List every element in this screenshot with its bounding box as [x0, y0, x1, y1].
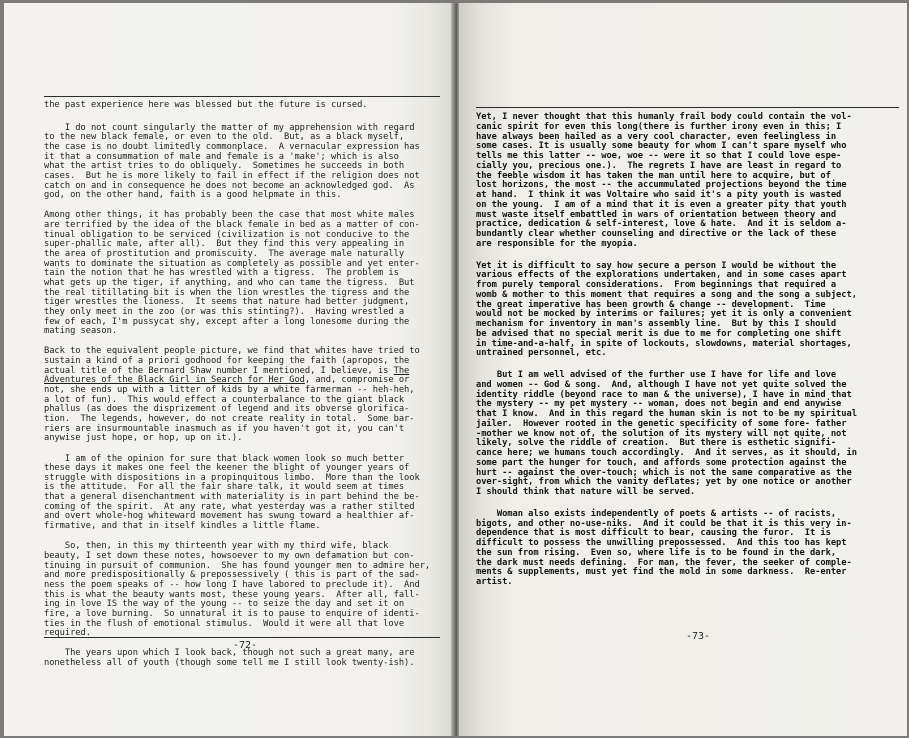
right-paragraph-1: Yet, I never thought that this humanly frail body could contain the vol- canic spirit for even this long(there is further irony even in this; I have always been hailed as a very cool character, even feelingless in some cases. It is usually some beauty for whom I can't spare myself who tells me this latter -- woe, woe -- were it so that I could love espe- cially you, precious one.). The regrets I have are least in regard to the feeble wisdom it has taken the man until here to acquire, but of lost horizons, the most -- the accummulated projections beyond the time at hand. I think it was Voltaire who said it's a pity youth is wasted on the young. I am of a mind that it is even a greater pity that youth must waste itself embattled in wars of orientation between theory and practice, dedication & self-interest, love & hate. And it is seldom a- bundantly clear whether counseling and directive or the lack of these are responsible for the myopia.	[476, 112, 852, 249]
right-paragraph-4: Woman also exists independently of poets & artists -- of racists, bigots, and other no-use-niks. And it could be that it is this very in- dependence that is most difficult to bear, causing the furor. It is difficult to possess the unwilling prepossessed. And this too has kept the sun from rising. Even so, where life is to be found in the dark, the dark must needs defining. For man, the fever, the seeker of comple- ments & supplements, must yet find the mold in some darkness. Re-enter artist.	[476, 508, 852, 587]
top-rule-left	[44, 96, 440, 97]
page-number-right-text: -73-	[686, 631, 711, 642]
book-spread	[4, 3, 907, 736]
left-paragraph-2: Among other things, it has probably been the case that most white males are terrified by the idea of the black female in bed as a matter of con- tinual obligation to be serviced (civilization is not conducive to the super-phallic male, after all). But they find this very appealing in the area of prostitution and promiscuity. The average male naturally wants to dominate the situation as completely as possible and yet enter- tain the notion that he has wrestled with a tigress. The problem is what gets up the tiger, if anything, and who can tame the tigress. But the real titillating bit is when the lion wrestles the tigress and the tiger wrestles the lioness. It seems that nature had better judgment, they only meet in the zoo (or was this stinting?). Having wrestled a few of each, I'm pussycat shy, except after a long lonesome during the mating season.	[44, 210, 420, 337]
left-paragraph-5: So, then, in this my thirteenth year with my third wife, black beauty, I set down these notes, howsoever to my own defamation but con- tinuing in pursuit of communion. She has found younger men to admire her, and more predispositionally & prepossessively ( this is part of the sad- ness the poem speaks of -- how long I have labored to preclude it). And this is what the beauty wants most, these young years. After all, fall- ing in love IS the way of the young -- to seize the day and set it on fire, a love burning. So unnatural it is to pause to enquire of identi- ties in the flush of emotional stimulus. Would it were all that love required.	[44, 541, 431, 639]
right-paragraph-3: But I am well advised of the further use I have for life and love and women -- God & song. And, although I have not yet quite solved the identity riddle (beyond race to man & the universe), I have in mind that the mystery -- my pet mystery -- woman, does not begin and end anywise that I know. And in this regard the human skin is not to be my spiritual jailer. However rooted in the genetic specificity of some fore- father -mother we know not of, the solution of its mystery will not quite, not likely, solve the riddle of creation. But there is esthetic signifi- cance here; we humans touch accordingly. And it serves, as it should, in some part the hunger for touch, and affords some protection against the hurt -- against the over-touch; which is not the same comparative as the over-sight, from which the vanity deflates; yet by one notice or another I should think that nature will be served.	[476, 370, 857, 497]
page-number-right	[686, 631, 710, 642]
left-paragraph-3: Back to the equivalent people picture, we find that whites have tried to sustain a kind of a priori godhood for keeping the faith (apropos, the actual title of the Bernard Shaw number I mentioned, I believe, is The Adventures of the Black Girl in Search for Her God, and, compromise or not, she ends up with a litter of kids by a white farmerman -- heh-heh, a lot of fun). This would effect a counterbalance to the giant black phallus (as does the disprizement of legend and its obverse glorifica- tion. The legends, however, do not create reality in total. Some bar- riers are insurmountable inasmuch as if you haven't got it, you can't anywise just hope, or hop, up on it.).	[44, 346, 420, 444]
page-number-left-text: -72-	[233, 640, 258, 651]
top-rule-right	[476, 107, 899, 108]
left-page-text	[44, 101, 449, 679]
page-number-left	[233, 640, 257, 651]
left-paragraph-6: The years upon which I look back, though not such a great many, are nonetheless all of youth (though some tell me I still look twenty-ish).	[44, 648, 415, 668]
left-page	[4, 3, 456, 736]
left-top-line: the past experience here was blessed but the future is cursed.	[44, 100, 368, 110]
right-page-text	[476, 113, 904, 598]
right-paragraph-2: Yet it is difficult to say how secure a person I would be without the various effects of the explorations undertaken, and in some cases apart from purely temporal considerations. From beginnings that required a womb & mother to this moment that requires a song and the song a subject, the great imperative has been growth & change -- development. Time would not be mocked by interims or failures; yet it is only a convenient mechanism for inventory in man's assembly line. But by this I should be advised that no special merit is due to me for completing one shift in time-and-a-half, in spite of lockouts, slowdowns, material shortages, untrained personnel, etc.	[476, 260, 857, 359]
left-paragraph-1: I do not count singularly the matter of my apprehension with regard to the new black female, or even to the old. But, as a black myself, the case is no doubt limitedly commonplace. A vernacular expression has it that a consummation of male and female is a 'make'; which is also what the artist tries to do obliquely. Sometimes he succeeds in both cases. But he is more likely to fail in effect if the religion does not catch on and in consequence he does not become an acknowledged god. As god, on the other hand, faith is a good helpmate in this.	[44, 122, 420, 201]
bottom-rule-left	[44, 637, 440, 638]
right-page	[459, 3, 907, 736]
left-paragraph-4: I am of the opinion for sure that black women look so much better these days it makes one feel the keener the blight of younger years of struggle with dispositions in a propinquitous limbo. More than the look is the attitude. For all the fair share talk, it would seem at times that a general disenchantment with materiality is in part behind the be- coming of the spirit. At any rate, what yesterday was a rather stilted and overt whole-hog whiteward movement has swung toward a healthier af- firmative, and that in itself kindles a little flame.	[44, 453, 420, 532]
